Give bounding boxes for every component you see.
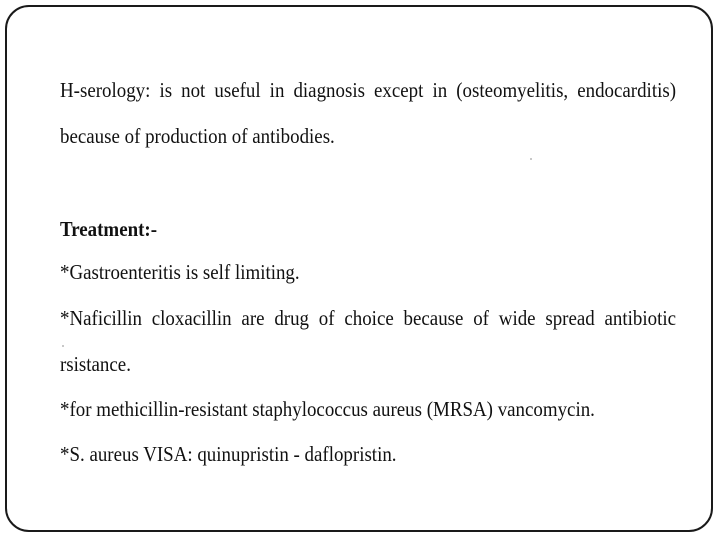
serology-line-2: because of production of antibodies. <box>60 124 335 148</box>
treatment-item-1: *Gastroenteritis is self limiting. <box>60 260 300 284</box>
serology-line-1: H-serology: is not useful in diagnosis except in (osteomyelitis, endocarditis) <box>60 78 676 102</box>
treatment-item-3: *for methicillin-resistant staphylococcus aureus (MRSA) vancomycin. <box>60 397 595 421</box>
treatment-item-4: *S. aureus VISA: quinupristin - daflopristin. <box>60 442 397 466</box>
scan-speck <box>530 158 532 160</box>
treatment-item-2: *Naficillin cloxacillin are drug of choice because of wide spread antibiotic <box>60 306 676 330</box>
scan-speck <box>62 345 64 347</box>
treatment-item-2-continued: rsistance. <box>60 352 131 376</box>
treatment-heading: Treatment:- <box>60 217 158 241</box>
